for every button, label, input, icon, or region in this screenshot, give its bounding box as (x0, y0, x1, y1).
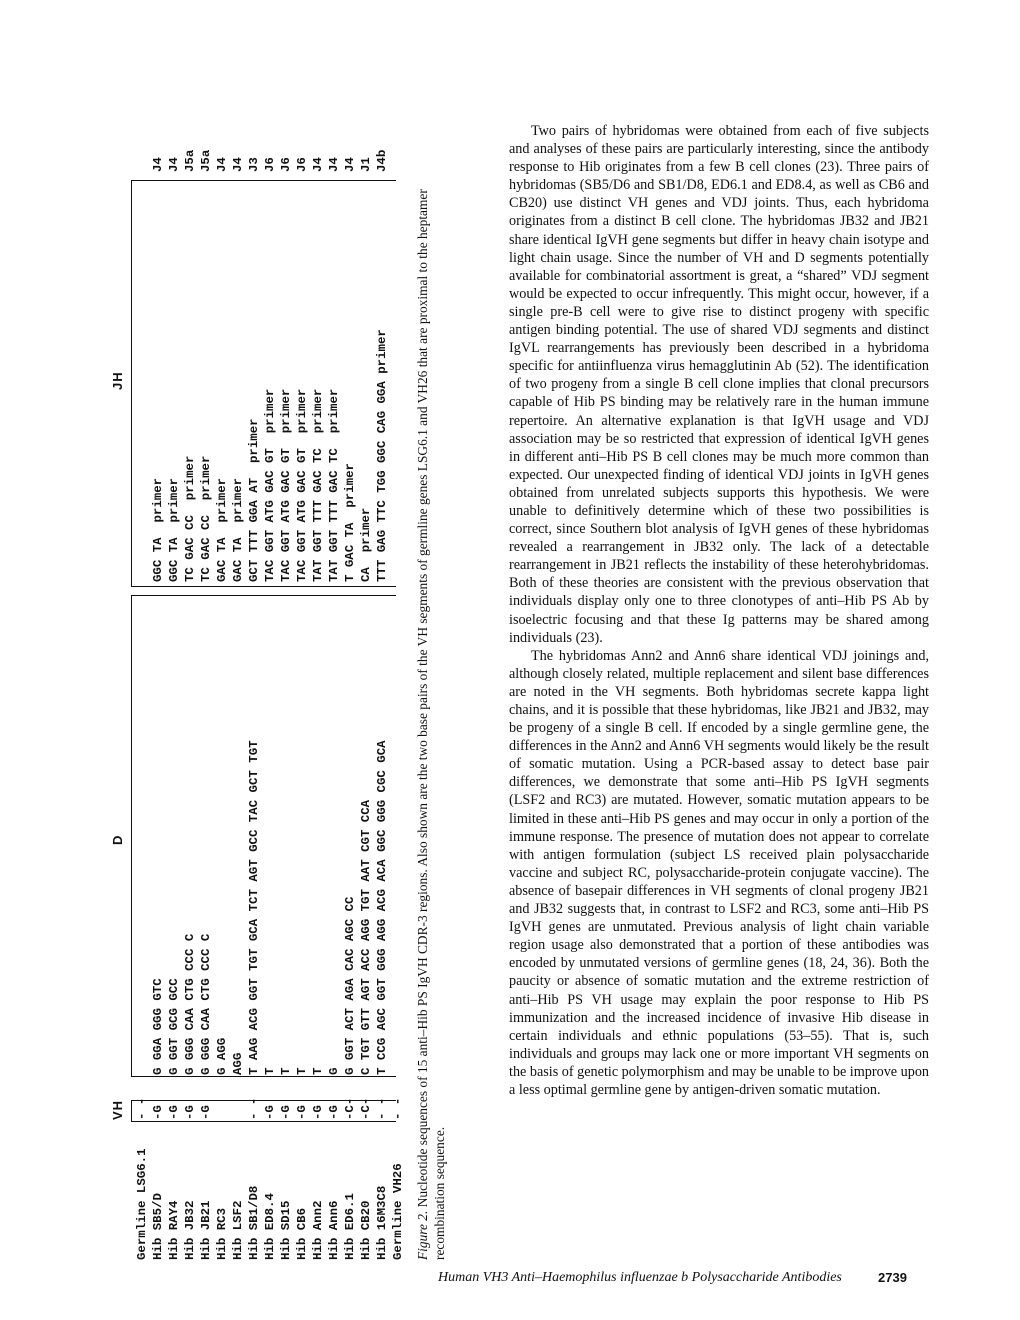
row-jh: TAC GGT ATG GAC GT primer (279, 388, 293, 582)
row-jh: TC GAC CC primer (199, 455, 213, 582)
row-j: J4 (167, 157, 181, 172)
row-name: Hib RAY4 (167, 1200, 181, 1260)
row-vh: -G (199, 1105, 213, 1120)
page-number: 2739 (878, 1270, 907, 1285)
row-name: Hib CB20 (359, 1200, 373, 1260)
row-d: G GGT ACT AGA CAC AGC CC (343, 896, 357, 1075)
row-name: Hib Ann6 (327, 1200, 341, 1260)
row-jh: GCT TTT GGA AT primer (247, 418, 261, 582)
row-name: Hib LSF2 (231, 1200, 245, 1260)
row-j: J6 (279, 157, 293, 172)
row-jh: GAC TA primer (231, 477, 245, 582)
d-header: D (110, 834, 125, 845)
caption-text: Nucleotide sequences of 15 anti–Hib PS IgVH CDR-3 regions. Also shown are the two base pairs of the VH segments of germline genes LSG6.1 and VH26 that are proximal to the heptamer recombination sequence. (415, 189, 447, 1260)
row-j: J4 (311, 157, 325, 172)
row-vh: - - (247, 1097, 261, 1120)
row-j: J4 (327, 157, 341, 172)
row-name: Hib 16M3C8 (375, 1185, 389, 1260)
row-d: G GGT GCG GCC (167, 978, 181, 1075)
jh-header: JH (110, 371, 125, 390)
row-d: T (263, 1067, 277, 1075)
row-jh: GAC TA primer (215, 477, 229, 582)
caption-label: Figure 2. (415, 1210, 430, 1260)
row-jh: GGC TA primer (151, 477, 165, 582)
row-d: T (279, 1067, 293, 1075)
row-name: Hib SD15 (279, 1200, 293, 1260)
row-j: J5a (199, 149, 213, 172)
row-vh: -G (279, 1105, 293, 1120)
row-jh: TTT GAG TTC TGG GGC CAG GGA primer (375, 329, 389, 582)
row-j: J3 (247, 157, 261, 172)
row-name: Hib Ann2 (311, 1200, 325, 1260)
row-name: Hib CB6 (295, 1207, 309, 1260)
row-jh: TAC GGT ATG GAC GT primer (263, 388, 277, 582)
row-name: Hib RC3 (215, 1207, 229, 1260)
row-d: T AAG ACG GGT TGT GCA TCT AGT GCC TAC GCT TGT (247, 740, 261, 1075)
row-vh: -G (151, 1105, 165, 1120)
row-jh: GGC TA primer (167, 477, 181, 582)
figure-rotated-content (110, 120, 460, 1260)
row-vh: -G (167, 1105, 181, 1120)
row-vh: -G (183, 1105, 197, 1120)
vh-header: VH (110, 1099, 125, 1120)
row-name: Germline LSG6.1 (135, 1148, 149, 1260)
row-name: Hib SB5/D (151, 1193, 165, 1260)
row-name: Hib JB32 (183, 1200, 197, 1260)
row-j: J6 (263, 157, 277, 172)
row-j: J1 (359, 157, 373, 172)
figure-caption (414, 130, 448, 1260)
row-jh: T GAC TA primer (343, 463, 357, 582)
row-vh: -G (311, 1105, 325, 1120)
row-jh: CA primer (359, 507, 373, 582)
row-vh: -C- (343, 1097, 357, 1120)
row-vh: - - (135, 1097, 149, 1120)
body-text-column (509, 122, 929, 1099)
paragraph-2: The hybridomas Ann2 and Ann6 share identical VDJ joinings and, although closely related, multiple replacement and silent base differences are noted in the VH segments. Both hybridomas secrete kappa light chains, and it is possible that these hybridomas, like JB21 and JB32, may be progeny of a single B cell. If encoded by a single germline gene, the differences in the Ann2 and Ann6 VH segments would likely be the result of somatic mutation. Using a PCR-based assay to detect base pair differences, we demonstrate that some anti–Hib PS IgVH segments (LSF2 and RC3) are mutated. However, somatic mutation appears to be limited in these anti–Hib PS genes and may occur in only a portion of the immune response. The presence of mutation does not appear to correlate with antigen formulation (subject LS received plain polysaccharide vaccine and subject RC, polysaccharide-protein conjugate vaccine). The absence of basepair differences in VH segments of clonal progeny JB21 and JB32 suggests that, in contrast to LSF2 and RC3, some anti–Hib PS IgVH genes are unmutated. Previous analysis of light chain variable region usage also demonstrated that a portion of these antibodies was encoded by unmutated versions of germline genes (18, 24, 36). Both the paucity or absence of somatic mutation and the extreme restriction of anti–Hib PS VH usage may explain the poor response to Hib PS immunization and the increased incidence of invasive Hib disease in certain individuals and ethnic populations (53–55). That is, such individuals and groups may lack one or more important VH segments on the basis of genetic polymorphism and may be unable to be improve upon a less optimal germline gene by antigen-driven somatic mutation. (509, 647, 930, 1098)
row-d: G GGG CAA CTG CCC C (199, 933, 213, 1075)
row-d: G (327, 1067, 341, 1075)
row-jh: TC GAC CC primer (183, 455, 197, 582)
row-vh: -G (263, 1105, 277, 1120)
row-d: T (295, 1067, 309, 1075)
row-name: Germline VH26 (391, 1163, 405, 1260)
row-jh: TAC GGT ATG GAC GT primer (295, 388, 309, 582)
row-vh: -C- (359, 1097, 373, 1120)
row-jh: TAT GGT TTT GAC TC primer (311, 388, 325, 582)
row-d: G GGA GGG GTC (151, 978, 165, 1075)
row-name: Hib ED8.4 (263, 1193, 277, 1260)
row-d: C TGT GTT AGT ACC AGG TGT AAT CGT CCA (359, 799, 373, 1075)
row-d: G GGG CAA CTG CCC C (183, 933, 197, 1075)
row-j: J4 (215, 157, 229, 172)
running-title: Human VH3 Anti–Haemophilus influenzae b Polysaccharide Antibodies (438, 1270, 842, 1285)
row-d: T (311, 1067, 325, 1075)
row-d: T CCG AGC GGT GGG AGG ACG ACA GGC GGG CGC GCA (375, 740, 389, 1075)
row-j: J5a (183, 149, 197, 172)
row-j: J4 (151, 157, 165, 172)
row-vh: - - (391, 1097, 405, 1120)
row-j: J4b (375, 149, 389, 172)
paragraph-1: Two pairs of hybridomas were obtained from each of five subjects and analyses of these pairs are particularly interesting, since the antibody response to Hib originates from a few B cell clones (23). Three pairs of hybridomas (SB5/D6 and SB1/D8, ED6.1 and ED8.4, as well as CB6 and CB20) use distinct VH genes and VDJ joints. Thus, each hybridoma originates from a distinct B cell clone. The hybridomas JB32 and JB21 share identical IgVH gene segments but differ in heavy chain isotype and light chain usage. Since the number of VH and D segments potentially available for combinatorial assortment is great, a “shared” VDJ segment would be expected to occur infrequently. This might occur, however, if a single pre-B cell were to give rise to distinct progeny with specific antigen binding potential. The use of shared VDJ segments and distinct IgVL rearrangements has previously been described in a hybridoma specific for antiinfluenza virus hemagglutinin Ab (52). The identification of two progeny from a single B cell clone implies that clonal precursors capable of Hib PS binding may be relatively rare in the human immune repertoire. An alternative explanation is that IgVH usage and VDJ association may be so restricted that expression of identical IgVH genes in different anti–Hib PS B cell clones may be much more common than expected. Our unexpected finding of identical VDJ joints in IgVH genes obtained from unrelated subjects supports this hypothesis. We were unable to definitively determine which of these two possibilities is correct, since Southern blot analysis of IgVH genes of these hybridomas revealed a rearrangement in JB32 only. The lack of a detectable rearrangement in JB21 reflects the instability of these heterohybridomas. Both of these theories are consistent with the previous observation that individuals display only one to three clonotypes of anti–Hib PS Ab by isoelectric focusing and that these Ig patterns may be shared among individuals (23). (509, 123, 929, 646)
row-j: J4 (231, 157, 245, 172)
row-vh: -G (327, 1105, 341, 1120)
row-name: Hib ED6.1 (343, 1193, 357, 1260)
row-j: J4 (343, 157, 357, 172)
row-d: G AGG (215, 1037, 229, 1075)
row-d: AGG (231, 1052, 245, 1075)
row-vh: -G (295, 1105, 309, 1120)
row-vh: - - (375, 1097, 389, 1120)
row-name: Hib SB1/D8 (247, 1185, 261, 1260)
row-j: J6 (295, 157, 309, 172)
row-jh: TAT GGT TTT GAC TC primer (327, 388, 341, 582)
row-name: Hib JB21 (199, 1200, 213, 1260)
